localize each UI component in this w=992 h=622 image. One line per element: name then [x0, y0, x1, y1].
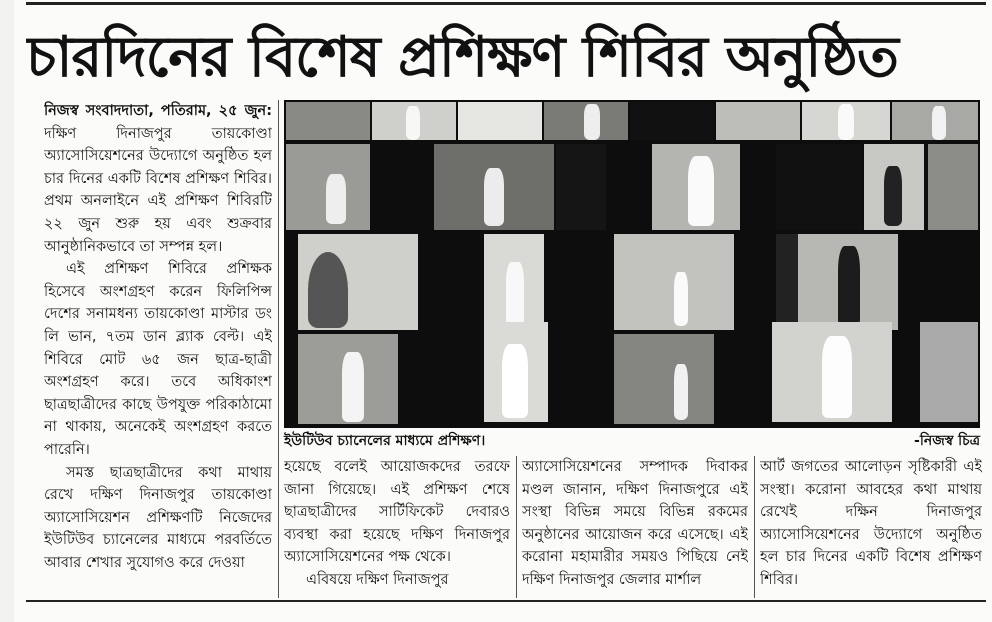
video-tile — [802, 102, 890, 140]
headline: চারদিনের বিশেষ প্রশিক্ষণ শিবির অনুষ্ঠিত — [26, 24, 898, 90]
video-tile — [776, 144, 862, 230]
video-tile — [434, 144, 554, 230]
photo-caption — [284, 430, 980, 452]
video-tile — [556, 144, 606, 230]
paragraph-3: সমস্ত ছাত্রছাত্রীদের কথা মাথায় রেখে দক্ষিণ দিনাজপুর তায়কোণ্ডা অ্যাসোসিয়েশন প্রশিক্ষণটি নিজেদের ইউটিউব চ্যানেলের মাধ্যমে পরবর্তিতে আবার শেখার সুযোগও করে দেওয়া — [44, 464, 272, 571]
paragraph-2: এই প্রশিক্ষণ শিবিরে প্রশিক্ষক হিসেবে অংশগ্রহণ করেন ফিলিপিন্স দেশের সনামধন্য তায়কোণ্ডা মাস্টার ডং লি ভান, ৭তম ডান ব্ল্যাক বেল্ট। এই শিবিরে মোট ৬৫ জন ছাত্র-ছাত্রী অংশগ্রহণ করে। তবে অধিকাংশ ছাত্রছাত্রীদের কাছে উপযুক্ত পরিকাঠামো না থাকায়, অনেকেই অংশগ্রহণ করতে পারেনি। — [44, 261, 272, 458]
photo-credit: -নিজস্ব চিত্র — [914, 433, 980, 449]
article-column-1 — [44, 100, 272, 598]
video-tile — [298, 234, 418, 330]
video-tile — [614, 234, 734, 330]
video-tile — [920, 322, 978, 422]
paragraph-5: এবিষয়ে দক্ষিণ দিনাজপুর — [306, 571, 449, 588]
video-tile — [614, 334, 714, 424]
video-tile — [716, 102, 800, 140]
article-column-2 — [284, 456, 510, 598]
video-tile — [892, 102, 978, 140]
video-tile — [484, 234, 544, 330]
column-divider — [278, 100, 279, 598]
video-tile — [928, 144, 978, 230]
paragraph-7: আর্ট জগতের আলোড়ন সৃষ্টিকারী এই সংস্থা। করোনা আবহের কথা মাথায় রেখেই দক্ষিন দিনাজপুর অ্যাসোসিয়েশনের উদ্যোগে অনুষ্ঠিত হল চার দিনের একটি বিশেষ প্রশিক্ষণ শিবির। — [760, 459, 982, 588]
video-tile — [286, 144, 370, 230]
column-divider — [516, 456, 517, 598]
video-tile — [298, 334, 398, 424]
article-column-3 — [522, 456, 748, 598]
video-tile — [484, 322, 548, 422]
video-tile — [372, 102, 456, 140]
paragraph-1 — [44, 100, 272, 258]
top-rule — [26, 2, 986, 5]
paragraph-1-text: দক্ষিণ দিনাজপুর তায়কোণ্ডা অ্যাসোসিয়েশনের উদ্যোগে অনুষ্ঠিত হল চার দিনের একটি বিশেষ প্রশিক্ষণ শিবির। প্রথম অনলাইনে এই প্রশিক্ষণ শিবিরটি ২২ জুন শুরু হয় এবং শুক্রবার আনুষ্ঠানিকভাবে তা সম্পন্ন হল। — [44, 125, 272, 255]
article-column-4 — [760, 456, 982, 598]
video-tile — [286, 102, 370, 140]
paragraph-4: হয়েছে বলেই আয়োজকদের তরফে জানা গিয়েছে। এই প্রশিক্ষণ শেষে ছাত্রছাত্রীদের সার্টিফিকেট দেবারও ব্যবস্থা করা হয়েছে দক্ষিণ দিনাজপুর অ্যাসোসিয়েশনের পক্ষ থেকে। — [284, 459, 510, 566]
caption-text: ইউটিউব চ্যানেলের মাধ্যমে প্রশিক্ষণ। — [284, 433, 486, 449]
video-tile — [864, 144, 924, 230]
paragraph-6: অ্যাসোসিয়েশনের সম্পাদক দিবাকর মণ্ডল জানান, দক্ষিণ দিনাজপুরে এই সংস্থা বিভিন্ন সময়ে বিভিন্ন রকমের অনুষ্ঠানের আয়োজন করে এসেছে। এই করোনা মহামারীর সময়ও পিছিয়ে নেই দক্ষিণ দিনাজপুর জেলার মার্শাল — [522, 459, 748, 588]
video-tile — [798, 234, 898, 330]
dateline: নিজস্ব সংবাদদাতা, পতিরাম, ২৫ জুন: — [44, 103, 272, 119]
bottom-rule — [26, 600, 986, 602]
video-tile — [544, 102, 628, 140]
video-tile — [630, 102, 714, 140]
column-divider — [754, 456, 755, 598]
video-tile — [458, 102, 542, 140]
video-tile — [652, 144, 740, 230]
video-tile — [772, 322, 892, 422]
zoom-session-photo — [284, 100, 980, 428]
